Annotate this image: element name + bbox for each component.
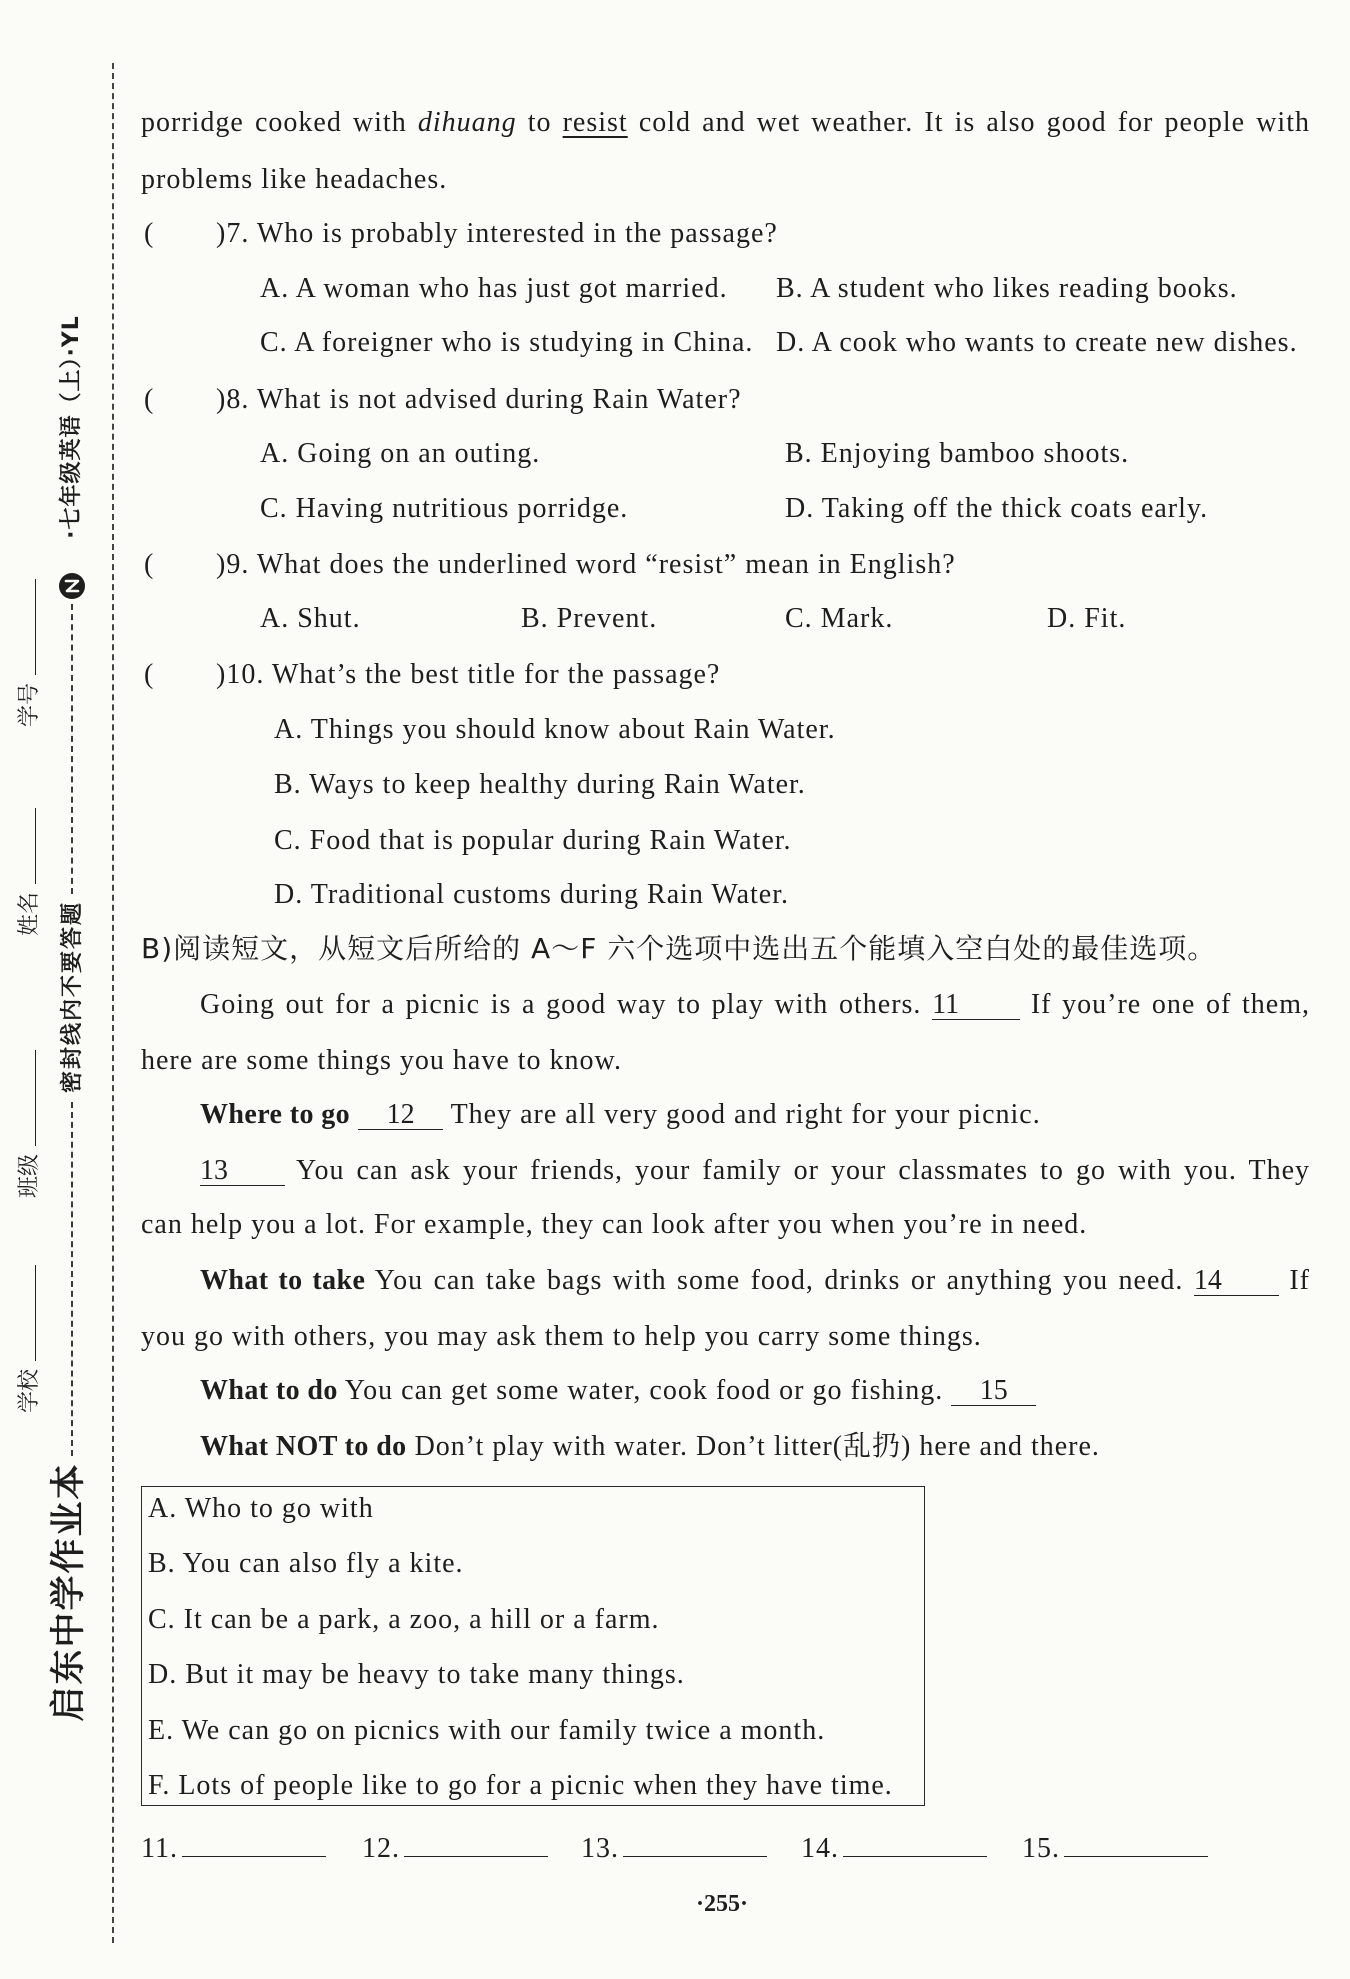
answer-number: 11. [141,1833,178,1864]
answer-blank-14 [801,1832,987,1865]
question-7 [216,218,778,250]
option-e: E. We can go on picnics with our family twice a month. [148,1715,826,1746]
answer-bracket-close: ) [216,549,227,580]
field-label: 班级 [17,1153,42,1198]
text-segment: Don’t play with water. Don’t litter(乱扔) here and there. [414,1431,1100,1462]
part-b-instruction: B)阅读短文，从短文后所给的 A～F 六个选项中选出五个能填入空白处的最佳选项。 [141,932,1217,965]
blank-13: 13 [200,1157,285,1186]
text-segment: cold and wet weather. It is also good for people with [638,107,1310,138]
question-10 [216,659,720,691]
field-underline [13,579,36,675]
options-box [141,1486,925,1806]
text-segment: You can take bags with some food, drinks or anything you need. [374,1265,1184,1296]
option-d: D. But it may be heavy to take many things. [148,1659,685,1690]
q7-option-c: C. A foreigner who is studying in China. [260,327,754,358]
passage-who-cont: can help you a lot. For example, they can look after you when you’re in need. [141,1209,1088,1240]
section-heading: What NOT to do [200,1431,407,1462]
question-number: 9. [226,549,250,580]
option-c: C. It can be a park, a zoo, a hill or a farm. [148,1604,660,1635]
italic-term: dihuang [417,107,517,138]
answer-line [182,1832,326,1857]
seal-notice: 密封线内不要答题 [60,901,85,1094]
option-b: B. You can also fly a kite. [148,1548,464,1579]
q10-option-b: B. Ways to keep healthy during Rain Water. [274,769,806,800]
q10-option-c: C. Food that is popular during Rain Water. [274,825,792,856]
answer-blank-11 [141,1832,326,1865]
blank-11: 11 [932,991,1020,1020]
answer-bracket-close: ) [216,218,227,249]
book-title: ·七年级英语（上）·YL [59,315,84,539]
question-number: 10. [226,659,265,690]
answer-line [623,1832,767,1857]
underlined-word: resist [562,107,628,138]
text-segment: porridge cooked with [141,107,407,138]
q7-option-d: D. A cook who wants to create new dishes. [776,327,1298,358]
answer-bracket-open: ( [144,659,155,690]
answer-blank-13 [581,1832,767,1865]
section-heading: Where to go [200,1099,351,1130]
blank-15: 15 [951,1377,1036,1406]
q10-option-a: A. Things you should know about Rain Water. [274,714,836,745]
q9-option-b: B. Prevent. [521,603,658,634]
section-heading: What to do [200,1375,338,1406]
answer-number: 15. [1022,1833,1060,1864]
option-f: F. Lots of people like to go for a picnic when they have time. [148,1770,893,1801]
passage-take-line [200,1265,1310,1297]
question-9 [216,549,956,581]
q9-option-c: C. Mark. [785,603,894,634]
answer-bracket-open: ( [144,384,155,415]
page-number: ·255· [695,1891,748,1917]
question-number: 8. [226,384,250,415]
field-name [13,806,47,936]
text-segment: You can get some water, cook food or go fishing. [344,1375,944,1406]
blank-14: 14 [1194,1267,1279,1296]
passage-who-line [200,1155,1310,1187]
passage-intro-line [200,989,1310,1021]
text-segment: Going out for a picnic is a good way to play with others. [200,989,922,1020]
blank-12: 12 [358,1101,443,1130]
field-school [13,1263,47,1413]
answer-bracket-open: ( [144,549,155,580]
option-a: A. Who to go with [148,1493,374,1524]
q8-option-b: B. Enjoying bamboo shoots. [785,438,1130,469]
text-segment: You can ask your friends, your family or your classmates to go with you. They [296,1155,1310,1186]
edition-logo-icon [58,572,86,600]
q9-option-d: D. Fit. [1047,603,1127,634]
question-text: What’s the best title for the passage? [271,659,721,690]
passage-take-cont: you go with others, you may ask them to help you carry some things. [141,1321,982,1352]
section-heading: What to take [200,1265,366,1296]
answer-blank-12 [362,1832,548,1865]
field-underline [13,808,36,884]
passage-tail-line-1 [141,107,1310,139]
publisher-title: 启东中学作业本 [48,1462,89,1722]
field-label: 学号 [17,682,42,727]
answer-number: 13. [581,1833,619,1864]
passage-not-do-line [200,1431,1100,1463]
answer-line [1064,1832,1208,1857]
question-number: 7. [226,218,250,249]
q10-option-d: D. Traditional customs during Rain Water. [274,879,789,910]
question-text: What is not advised during Rain Water? [256,384,742,415]
q8-option-d: D. Taking off the thick coats early. [785,493,1209,524]
q7-option-b: B. A student who likes reading books. [776,273,1238,304]
field-label: 姓名 [17,891,42,936]
seal-dashed-line [112,63,114,1943]
answer-bracket-open: ( [144,218,155,249]
answer-number: 14. [801,1833,839,1864]
question-text: Who is probably interested in the passage? [256,218,778,249]
margin-dashes [71,604,73,894]
q7-option-a: A. A woman who has just got married. [260,273,728,304]
text-segment: If [1289,1265,1311,1296]
answer-line [404,1832,548,1857]
passage-do-line [200,1375,1036,1407]
answer-line [843,1832,987,1857]
answer-number: 12. [362,1833,400,1864]
answer-blank-15 [1022,1832,1208,1865]
passage-tail-line-2: problems like headaches. [141,164,448,195]
q8-option-a: A. Going on an outing. [260,438,541,469]
passage-intro-cont: here are some things you have to know. [141,1045,622,1076]
text-segment: If you’re one of them, [1030,989,1311,1020]
field-class [13,1048,47,1198]
question-8 [216,384,742,416]
question-text: What does the underlined word “resist” mean in English? [256,549,956,580]
field-underline [13,1050,36,1146]
answer-bracket-close: ) [216,384,227,415]
text-segment: They are all very good and right for your picnic. [450,1099,1041,1130]
field-label: 学校 [17,1368,42,1413]
q9-option-a: A. Shut. [260,603,361,634]
answer-bracket-close: ) [216,659,227,690]
field-student-number [13,577,47,727]
field-underline [13,1265,36,1361]
passage-where-line [200,1099,1041,1131]
text-segment: to [527,107,552,138]
margin-dashes [71,1102,73,1456]
q8-option-c: C. Having nutritious porridge. [260,493,629,524]
